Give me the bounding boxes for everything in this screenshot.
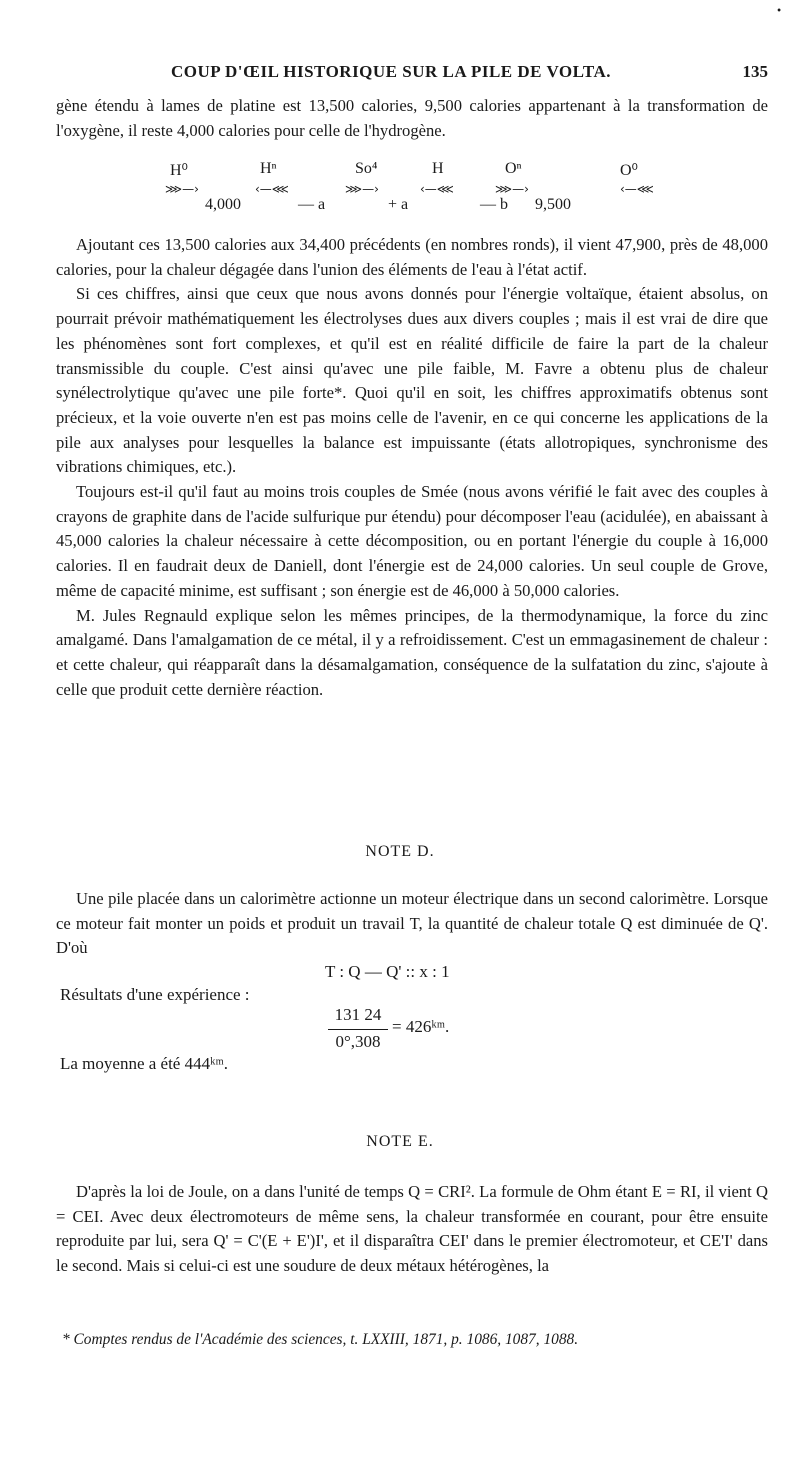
- stray-mark: •: [776, 6, 782, 17]
- running-header: [56, 56, 768, 86]
- equation-value: 4,000: [205, 196, 241, 213]
- note-d-heading: NOTE D.: [365, 843, 435, 860]
- paragraph-continuation: [56, 94, 768, 143]
- equation-symbol-o0: O⁰: [620, 162, 638, 179]
- paragraph-text: Une pile placée dans un calorimètre actionne un moteur électrique dans un second calorimètre. Lorsque ce moteur fait monter un poids et produit un travail T, la quantité de chaleur totale Q est diminuée de Q'. D'où: [56, 889, 768, 958]
- footnote: * Comptes rendus de l'Académie des sciences, t. LXXIII, 1871, p. 1086, 1087, 1088.: [62, 1331, 579, 1348]
- equation-value: — a: [298, 196, 326, 213]
- results-label: Résultats d'une expérience :: [60, 985, 250, 1004]
- arrow-right-icon: ⋙—›: [345, 182, 379, 196]
- equation-value: — b: [480, 196, 508, 213]
- fraction-numerator: 131 24: [334, 1005, 382, 1024]
- equation-value: 9,500: [535, 196, 571, 213]
- page-number: 135: [742, 62, 768, 81]
- note-e-body: [56, 1180, 768, 1279]
- note-e-heading: NOTE E.: [366, 1133, 434, 1150]
- average-result: La moyenne a été 444ᵏᵐ.: [60, 1054, 229, 1073]
- energy-equation: [150, 160, 670, 220]
- fraction-denominator: 0°,308: [335, 1032, 381, 1051]
- equation-symbol-on: Oⁿ: [505, 160, 522, 177]
- fraction-bar: [328, 1029, 388, 1030]
- paragraph-text: Si ces chiffres, ainsi que ceux que nous avons donnés pour l'énergie voltaïque, étaient absolus, on pourrait prévoir mathématiquement les électrolyses dues aux divers couples ; mais il est vrai de dire que les phénomènes sont fort complexes, et qu'il est en réalité difficile de faire la part de la chaleur transmissible du couple. C'est ainsi qu'avec une pile faible, M. Favre a obtenu plus de chaleur synélectrolytique qu'avec une pile forte*. Quoi qu'il en soit, les chiffres approximatifs obtenus sont précieux, et la voie ouverte n'en est pas moins celle de l'avenir, en ce qui concerne les applications de la pile aux analyses pour lesquelles la balance est impuissante (états allotropiques, synchronisme des vibrations chimiques, etc.).: [56, 284, 768, 477]
- equation-symbol-so4: So⁴: [355, 160, 378, 177]
- paragraph-text: M. Jules Regnauld explique selon les mêmes principes, de la thermodynamique, la force du zinc amalgamé. Dans l'amalgamation de ce métal, il y a refroidissement. C'est un emmagasinement de chaleur : et cette chaleur, qui réapparaît dans la désamalgamation, conséquence de la sulfatation du zinc, s'ajoute à celle que produit cette dernière réaction.: [56, 605, 768, 699]
- arrow-right-icon: ⋙—›: [165, 182, 199, 196]
- arrow-left-icon: ‹—⋘: [420, 182, 454, 196]
- paragraph-text: gène étendu à lames de platine est 13,500 calories, 9,500 calories appartenant à la transformation de l'oxygène, il reste 4,000 calories pour celle de l'hydrogène.: [56, 96, 768, 140]
- paragraph-text: D'après la loi de Joule, on a dans l'unité de temps Q = CRI². La formule de Ohm étant E = RI, il vient Q = CEI. Avec deux électromoteurs de même sens, la chaleur transformée en courant, pour être ensuite reproduite par lui, sera Q' = C'(E + E')I', et il disparaîtra CEI' dans le premier électromoteur, et CE'I' dans le second. Mais si celui-ci est une soudure de deux métaux hétérogènes, la: [56, 1182, 768, 1276]
- equation-value: + a: [388, 196, 409, 213]
- proportion-formula: T : Q — Q' :: x : 1: [325, 962, 450, 981]
- equation-symbol-hn: Hⁿ: [260, 160, 277, 177]
- note-d-body: [56, 887, 768, 961]
- equation-symbol-h: H: [432, 160, 444, 177]
- arrow-left-icon: ‹—⋘: [255, 182, 289, 196]
- result-fraction: [328, 1005, 478, 1065]
- arrow-right-icon: ⋙—›: [495, 182, 529, 196]
- paragraph-text: Ajoutant ces 13,500 calories aux 34,400 précédents (en nombres ronds), il vient 47,900, près de 48,000 calories, pour la chaleur dégagée dans l'union des éléments de l'eau à l'état actif.: [56, 235, 768, 279]
- running-title: COUP D'ŒIL HISTORIQUE SUR LA PILE DE VOLTA.: [171, 62, 611, 81]
- main-paragraphs: [56, 233, 768, 702]
- equation-symbol-h0: H⁰: [170, 162, 188, 179]
- paragraph-text: Toujours est-il qu'il faut au moins trois couples de Smée (nous avons vérifié le fait avec des couples à crayons de graphite dans de l'acide sulfurique pur étendu) pour décomposer l'eau (acidulée), en abaissant à 45,000 calories la chaleur nécessaire à cette décomposition, ou en portant l'énergie du couple à 16,000 calories. Il en faudrait deux de Daniell, dont l'énergie est de 24,000 calories. Un seul couple de Grove, même de capacité minime, est suffisant ; son énergie est de 46,000 à 50,000 calories.: [56, 482, 768, 600]
- arrow-left-icon: ‹—⋘: [620, 182, 654, 196]
- fraction-result: = 426ᵏᵐ.: [392, 1017, 450, 1036]
